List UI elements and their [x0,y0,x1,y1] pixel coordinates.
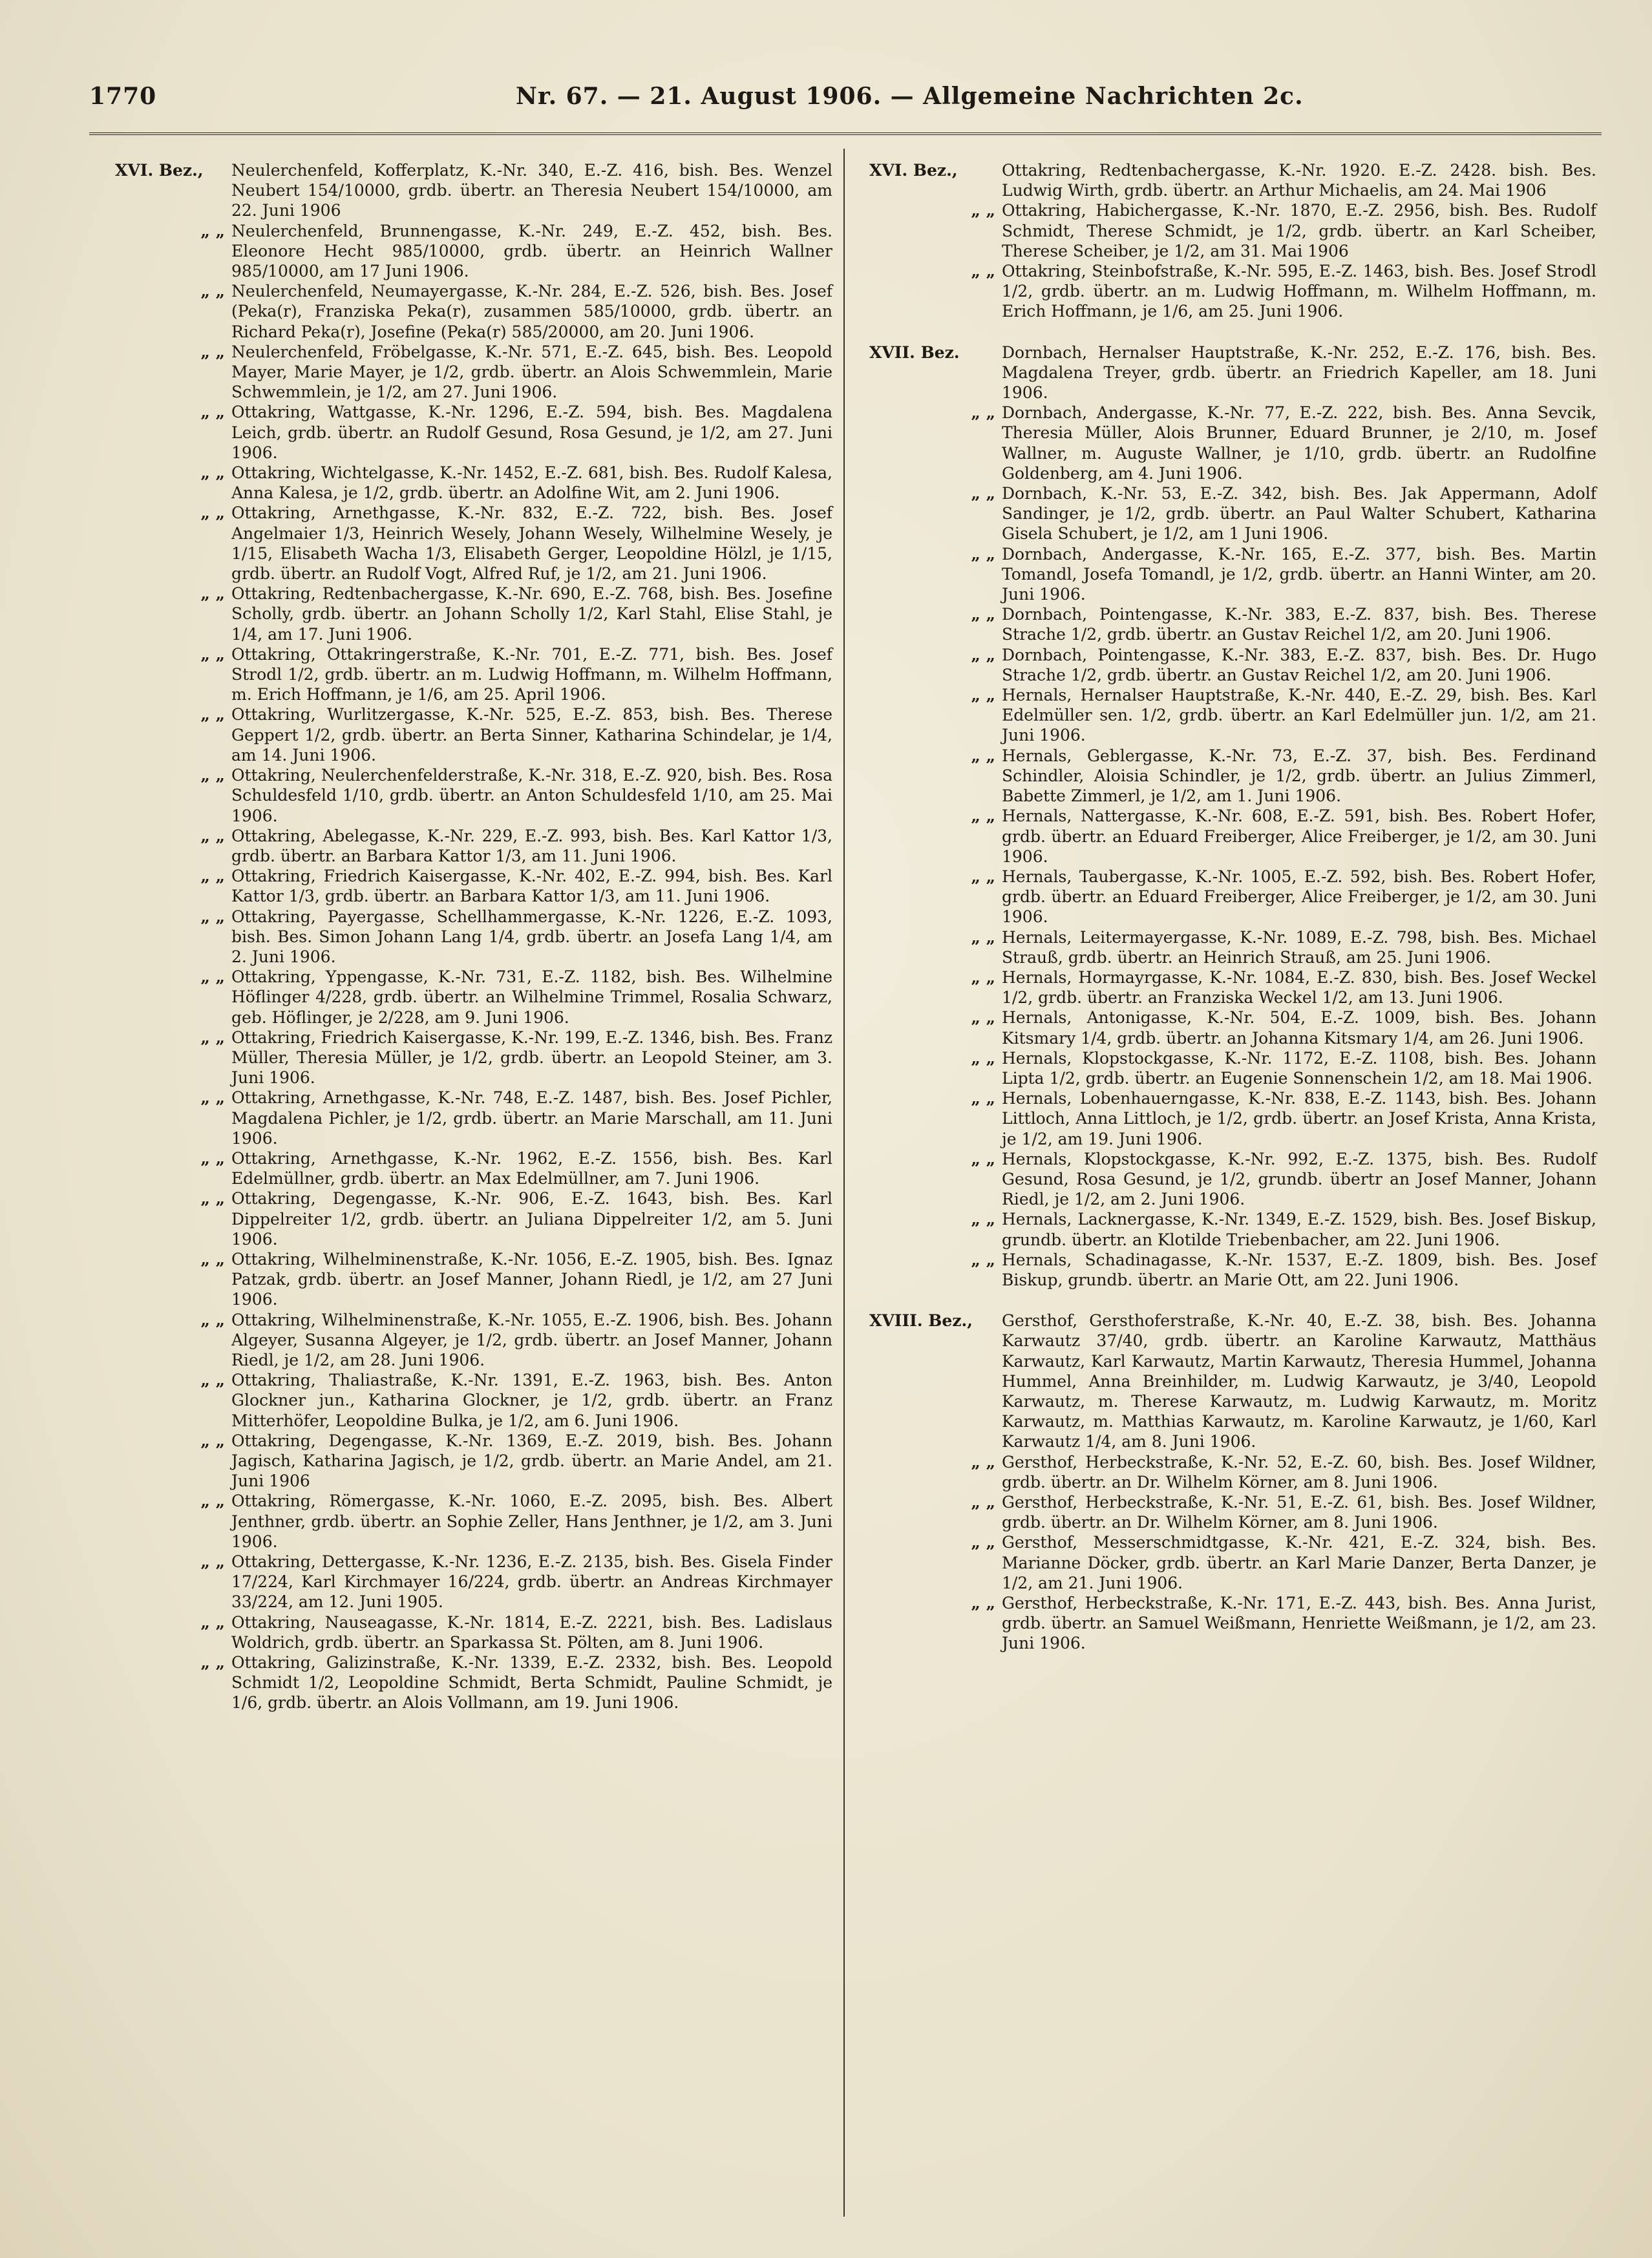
register-entry [115,866,832,906]
entry-text: Ottakring, Galizinstraße, K.-Nr. 1339, E.-Z. 2332, bish. Bes. Leopold Schmidt 1/2, Leopoldine Schmidt, Berta Schmidt, Pauline Schmidt, je 1/6, grdb. übertr. an Alois Vollmann, am 19. Juni 1906. [231,1653,832,1713]
district-label: „ „ [971,605,995,624]
district-label: „ „ [971,686,995,705]
district-label: „ „ [971,867,995,886]
entry-text: Gersthof, Herbeckstraße, K.-Nr. 171, E.-Z. 443, bish. Bes. Anna Jurist, grdb. übertr. an Samuel Weißmann, Henriette Weißmann, je 1/2, am 23. Juni 1906. [1002,1594,1596,1653]
register-entry [869,160,1596,200]
register-entry [115,1310,832,1371]
district-label: „ „ [200,584,225,604]
register-entry [115,1552,832,1612]
district-label: „ „ [200,766,225,785]
register-entry [115,967,832,1028]
district-label: „ „ [971,1493,995,1512]
entry-text: Hernals, Klopstockgasse, K.-Nr. 992, E.-Z. 1375, bish. Bes. Rudolf Gesund, Rosa Gesund, je 1/2, grundb. übertr an Josef Manner, Johann Riedl, je 1/2, am 2. Juni 1906. [1002,1149,1596,1209]
entry-text: Ottakring, Wattgasse, K.-Nr. 1296, E.-Z. 594, bish. Bes. Magdalena Leich, grdb. übertr. an Rudolf Gesund, Rosa Gesund, je 1/2, am 27. Juni 1906. [231,403,832,462]
right-column [869,160,1596,1654]
register-entry [869,343,1596,403]
register-entry [869,261,1596,322]
district-label: XVI. Bez., [869,161,958,180]
entry-text: Dornbach, K.-Nr. 53, E.-Z. 342, bish. Bes. Jak Appermann, Adolf Sandinger, je 1/2, grdb. übertr. an Paul Walter Schubert, Katharina Gisela Schubert, je 1/2, am 1 Juni 1906. [1002,484,1596,543]
entry-text: Neulerchenfeld, Neumayergasse, K.-Nr. 284, E.-Z. 526, bish. Bes. Josef (Peka(r), Franziska Peka(r), zusammen 585/10000, grdb. übertr. an Richard Peka(r), Josefine (Peka(r) 585/20000, am 20. Juni 1906. [231,282,832,341]
register-entry [869,1311,1596,1451]
register-entry [115,402,832,463]
entry-text: Dornbach, Andergasse, K.-Nr. 77, E.-Z. 222, bish. Bes. Anna Sevcik, Theresia Müller, Alois Brunner, Eduard Brunner, je 2/10, m. Josef Wallner, m. Auguste Wallner, je 1/10, grdb. übertr. an Rudolfine Goldenberg, am 4. Juni 1906. [1002,403,1596,483]
entry-text: Ottakring, Wichtelgasse, K.-Nr. 1452, E.-Z. 681, bish. Bes. Rudolf Kalesa, Anna Kalesa, je 1/2, grdb. übertr. an Adolfine Wit, am 2. Juni 1906. [231,463,832,503]
entry-text: Ottakring, Ottakringerstraße, K.-Nr. 701, E.-Z. 771, bish. Bes. Josef Strodl 1/2, grdb. übertr. an m. Ludwig Hoffmann, m. Wilhelm Hoffmann, m. Erich Hoffmann, je 1/6, am 25. April 1906. [231,644,832,704]
district-label: XVI. Bez., [115,161,204,180]
register-entry [869,645,1596,685]
register-entry [115,1431,832,1492]
district-label: XVII. Bez. [869,343,960,362]
district-label: „ „ [200,1431,225,1450]
register-entry [869,403,1596,483]
district-label: „ „ [200,1249,225,1269]
district-label: „ „ [971,544,995,564]
district-label: „ „ [971,967,995,987]
district-label: „ „ [971,201,995,220]
entry-text: Ottakring, Redtenbachergasse, K.-Nr. 1920. E.-Z. 2428. bish. Bes. Ludwig Wirth, grdb. übertr. an Arthur Michaelis, am 24. Mai 1906 [1002,161,1596,200]
entry-text: Ottakring, Habichergasse, K.-Nr. 1870, E.-Z. 2956, bish. Bes. Rudolf Schmidt, Therese Schmidt, je 1/2, grdb. übertr. an Karl Scheiber, Therese Scheiber, je 1/2, am 31. Mai 1906 [1002,201,1596,260]
register-entry [115,584,832,644]
entry-text: Ottakring, Degengasse, K.-Nr. 1369, E.-Z. 2019, bish. Bes. Johann Jagisch, Katharina Jagisch, je 1/2, grdb. übertr. an Marie Andel, am 21. Juni 1906 [231,1431,832,1491]
register-entry [869,544,1596,605]
district-label: „ „ [200,1371,225,1390]
district-label: „ „ [200,907,225,926]
district-label: „ „ [200,503,225,523]
district-label: „ „ [200,1653,225,1672]
entry-text: Neulerchenfeld, Kofferplatz, K.-Nr. 340, E.-Z. 416, bish. Bes. Wenzel Neubert 154/10000, grdb. übertr. an Theresia Neubert 154/10000, am 22. Juni 1906 [231,161,832,220]
district-label: „ „ [971,1594,995,1613]
register-entry [115,221,832,282]
district-label: „ „ [200,342,225,361]
register-entry [115,1370,832,1431]
register-entry [115,1491,832,1552]
register-entry [869,685,1596,746]
entry-text: Ottakring, Steinbofstraße, K.-Nr. 595, E.-Z. 1463, bish. Bes. Josef Strodl 1/2, grdb. übertr. an m. Ludwig Hoffmann, m. Wilhelm Hoffmann, m. Erich Hoffmann, je 1/6, am 25. Juni 1906. [1002,262,1596,321]
page-header [89,83,1602,121]
district-label: „ „ [200,867,225,886]
register-entry [115,1088,832,1148]
entry-text: Hernals, Schadinagasse, K.-Nr. 1537, E.-Z. 1809, bish. Bes. Josef Biskup, grundb. übertr. an Marie Ott, am 22. Juni 1906. [1002,1250,1596,1289]
entry-text: Ottakring, Arnethgasse, K.-Nr. 832, E.-Z. 722, bish. Bes. Josef Angelmaier 1/3, Heinrich Wesely, Johann Wesely, Wilhelmine Wesely, je 1/15, Elisabeth Wacha 1/3, Elisabeth Gerger, Leopoldine Hölzl, je 1/15, grdb. übertr. an Rudolf Vogt, Alfred Ruf, je 1/2, am 21. Juni 1906. [231,503,832,584]
entry-text: Hernals, Leitermayergasse, K.-Nr. 1089, E.-Z. 798, bish. Bes. Michael Strauß, grdb. übertr. an Heinrich Strauß, am 25. Juni 1906. [1002,927,1596,967]
page-number: 1770 [89,83,157,110]
district-label: „ „ [200,1310,225,1329]
register-entry [869,1209,1596,1249]
entry-text: Gersthof, Gersthoferstraße, K.-Nr. 40, E.-Z. 38, bish. Bes. Johanna Karwautz 37/40, grdb. übertr. an Karoline Karwautz, Matthäus Karwautz, Karl Karwautz, Martin Karwautz, Theresia Hummel, Johanna Hummel, Anna Breinhilder, m. Ludwig Karwautz, je 3/40, Leopold Karwautz, m. Therese Karwautz, m. Ludwig Karwautz, m. Moritz Karwautz, m. Matthias Karwautz, m. Karoline Karwautz, je 1/60, Karl Karwautz 1/4, am 8. Juni 1906. [1002,1311,1596,1451]
entry-text: Gersthof, Messerschmidtgasse, K.-Nr. 421, E.-Z. 324, bish. Bes. Marianne Döcker, grdb. übertr. an Karl Marie Danzer, Berta Danzer, je 1/2, am 21. Juni 1906. [1002,1533,1596,1592]
entry-text: Hernals, Lobenhauerngasse, K.-Nr. 838, E.-Z. 1143, bish. Bes. Johann Littloch, Anna Littloch, je 1/2, grdb. übertr. an Josef Krista, Anna Krista, je 1/2, am 19. Juni 1906. [1002,1089,1596,1148]
register-entry [869,1149,1596,1210]
district-label: „ „ [200,1552,225,1572]
district-label: „ „ [200,1088,225,1108]
register-entry [115,1148,832,1188]
district-label: „ „ [200,1189,225,1208]
register-entry [869,967,1596,1008]
entry-text: Neulerchenfeld, Brunnengasse, K.-Nr. 249, E.-Z. 452, bish. Bes. Eleonore Hecht 985/10000, grdb. übertr. an Heinrich Wallner 985/10000, am 17 Juni 1906. [231,221,832,281]
register-entry [115,1249,832,1310]
register-entry [869,867,1596,927]
entry-text: Ottakring, Nauseagasse, K.-Nr. 1814, E.-Z. 2221, bish. Bes. Ladislaus Woldrich, grdb. übertr. an Sparkassa St. Pölten, am 8. Juni 1906. [231,1612,832,1652]
entry-text: Dornbach, Pointengasse, K.-Nr. 383, E.-Z. 837, bish. Bes. Dr. Hugo Strache 1/2, grdb. übertr. an Gustav Reichel 1/2, am 20. Juni 1906. [1002,645,1596,684]
entry-text: Dornbach, Andergasse, K.-Nr. 165, E.-Z. 377, bish. Bes. Martin Tomandl, Josefa Tomandl, je 1/2, grdb. übertr. an Hanni Winter, am 20. Juni 1906. [1002,544,1596,604]
district-label: „ „ [971,262,995,281]
register-entry [115,644,832,705]
entry-text: Neulerchenfeld, Fröbelgasse, K.-Nr. 571, E.-Z. 645, bish. Bes. Leopold Mayer, Marie Mayer, je 1/2, grdb. übertr. an Alois Schwemmlein, Marie Schwemmlein, je 1/2, am 27. Juni 1906. [231,342,832,402]
register-entry [115,463,832,503]
district-label: „ „ [200,826,225,845]
register-entry [115,281,832,342]
register-entry [115,1188,832,1249]
district-label: „ „ [200,463,225,483]
register-entry [869,806,1596,867]
district-label: „ „ [200,705,225,724]
district-label: „ „ [971,1008,995,1028]
register-entry [115,503,832,584]
district-label: „ „ [200,1612,225,1632]
district-label: „ „ [200,403,225,422]
entry-text: Hernals, Lacknergasse, K.-Nr. 1349, E.-Z. 1529, bish. Bes. Josef Biskup, grundb. übertr. an Klotilde Triebenbacher, am 22. Juni 1906. [1002,1210,1596,1249]
district-label: „ „ [971,1048,995,1068]
register-entry [869,1532,1596,1593]
register-entry [115,765,832,826]
district-label: „ „ [971,403,995,423]
register-entry [115,1612,832,1652]
district-label: „ „ [200,221,225,240]
register-entry [869,1008,1596,1048]
entry-text: Hernals, Antonigasse, K.-Nr. 504, E.-Z. 1009, bish. Bes. Johann Kitsmary 1/4, grdb. übertr. an Johanna Kitsmary 1/4, am 26. Juni 1906. [1002,1008,1596,1048]
district-label: „ „ [200,644,225,664]
register-entry [115,160,832,221]
district-label: XVIII. Bez., [869,1311,973,1331]
district-label: „ „ [971,927,995,947]
entry-text: Ottakring, Abelegasse, K.-Nr. 229, E.-Z. 993, bish. Bes. Karl Kattor 1/3, grdb. übertr. an Barbara Kattor 1/3, am 11. Juni 1906. [231,826,832,865]
entry-text: Dornbach, Hernalser Hauptstraße, K.-Nr. 252, E.-Z. 176, bish. Bes. Magdalena Treyer, grdb. übertr. an Friedrich Kapeller, am 18. Juni 1906. [1002,343,1596,403]
register-entry [115,907,832,967]
register-entry [115,704,832,765]
register-entry [115,826,832,866]
district-label: „ „ [971,807,995,826]
entry-text: Ottakring, Arnethgasse, K.-Nr. 748, E.-Z. 1487, bish. Bes. Josef Pichler, Magdalena Pichler, je 1/2, grdb. übertr. an Marie Marschall, am 11. Juni 1906. [231,1088,832,1148]
entry-text: Hernals, Taubergasse, K.-Nr. 1005, E.-Z. 592, bish. Bes. Robert Hofer, grdb. übertr. an Eduard Freiberger, Alice Freiberger, je 1/2, am 30. Juni 1906. [1002,867,1596,927]
district-label: „ „ [971,484,995,503]
district-label: „ „ [971,1452,995,1472]
district-label: „ „ [971,746,995,765]
register-entry [869,1088,1596,1149]
district-label: „ „ [200,1492,225,1511]
entry-text: Dornbach, Pointengasse, K.-Nr. 383, E.-Z. 837, bish. Bes. Therese Strache 1/2, grdb. übertr. an Gustav Reichel 1/2, am 20. Juni 1906. [1002,605,1596,644]
register-entry [869,746,1596,807]
district-label: „ „ [971,1250,995,1269]
entry-text: Ottakring, Arnethgasse, K.-Nr. 1962, E.-Z. 1556, bish. Bes. Karl Edelmüllner, grdb. übertr. an Max Edelmüllner, am 7. Juni 1906. [231,1148,832,1188]
register-entry [115,1652,832,1713]
district-label: „ „ [200,282,225,301]
register-entry [869,1250,1596,1290]
register-entry [869,927,1596,967]
entry-text: Hernals, Hernalser Hauptstraße, K.-Nr. 440, E.-Z. 29, bish. Bes. Karl Edelmüller sen. 1/2, grdb. übertr. an Karl Edelmüller jun. 1/2, am 21. Juni 1906. [1002,686,1596,745]
entry-text: Hernals, Geblergasse, K.-Nr. 73, E.-Z. 37, bish. Bes. Ferdinand Schindler, Aloisia Schindler, je 1/2, grdb. übertr. an Julius Zimmerl, Babette Zimmerl, je 1/2, am 1. Juni 1906. [1002,746,1596,806]
entry-text: Ottakring, Yppengasse, K.-Nr. 731, E.-Z. 1182, bish. Bes. Wilhelmine Höflinger 4/228, grdb. übertr. an Wilhelmine Trimmel, Rosalia Schwarz, geb. Höflinger, je 2/228, am 9. Juni 1906. [231,967,832,1027]
column-divider [843,149,845,2217]
left-column [115,160,832,1713]
running-head: Nr. 67. — 21. August 1906. — Allgemeine Nachrichten 2c. [516,83,1304,110]
district-label: „ „ [971,645,995,664]
entry-text: Ottakring, Thaliastraße, K.-Nr. 1391, E.-Z. 1963, bish. Bes. Anton Glockner jun., Katharina Glockner, je 1/2, grdb. übertr. an Franz Mitterhöfer, Leopoldine Bulka, je 1/2, am 6. Juni 1906. [231,1371,832,1430]
entry-text: Ottakring, Wilhelminenstraße, K.-Nr. 1056, E.-Z. 1905, bish. Bes. Ignaz Patzak, grdb. übertr. an Josef Manner, Johann Riedl, je 1/2, am 27 Juni 1906. [231,1249,832,1309]
register-entry [869,483,1596,544]
entry-text: Ottakring, Degengasse, K.-Nr. 906, E.-Z. 1643, bish. Bes. Karl Dippelreiter 1/2, grdb. übertr. an Juliana Dippelreiter 1/2, am 5. Juni 1906. [231,1189,832,1249]
register-entry [869,200,1596,261]
entry-text: Hernals, Hormayrgasse, K.-Nr. 1084, E.-Z. 830, bish. Bes. Josef Weckel 1/2, grdb. übertr. an Franziska Weckel 1/2, am 13. Juni 1906. [1002,967,1596,1008]
entry-text: Ottakring, Redtenbachergasse, K.-Nr. 690, E.-Z. 768, bish. Bes. Josefine Scholly, grdb. übertr. an Johann Scholly 1/2, Karl Stahl, Elise Stahl, je 1/4, am 17. Juni 1906. [231,584,832,644]
register-entry [869,1452,1596,1492]
entry-text: Ottakring, Payergasse, Schellhammergasse, K.-Nr. 1226, E.-Z. 1093, bish. Bes. Simon Johann Lang 1/4, grdb. übertr. an Josefa Lang 1/4, am 2. Juni 1906. [231,907,832,966]
entry-text: Gersthof, Herbeckstraße, K.-Nr. 51, E.-Z. 61, bish. Bes. Josef Wildner, grdb. übertr. an Dr. Wilhelm Körner, am 8. Juni 1906. [1002,1493,1596,1532]
register-entry [869,1593,1596,1654]
register-entry [869,1048,1596,1088]
entry-text: Ottakring, Friedrich Kaisergasse, K.-Nr. 402, E.-Z. 994, bish. Bes. Karl Kattor 1/3, grdb. übertr. an Barbara Kattor 1/3, am 11. Juni 1906. [231,867,832,906]
entry-text: Ottakring, Wurlitzergasse, K.-Nr. 525, E.-Z. 853, bish. Bes. Therese Geppert 1/2, grdb. übertr. an Berta Sinner, Katharina Schindelar, je 1/4, am 14. Juni 1906. [231,705,832,765]
entry-text: Ottakring, Wilhelminenstraße, K.-Nr. 1055, E.-Z. 1906, bish. Bes. Johann Algeyer, Susanna Algeyer, je 1/2, grdb. übertr. an Josef Manner, Johann Riedl, je 1/2, am 28. Juni 1906. [231,1310,832,1369]
entry-text: Ottakring, Römergasse, K.-Nr. 1060, E.-Z. 2095, bish. Bes. Albert Jenthner, grdb. übertr. an Sophie Zeller, Hans Jenthner, je 1/2, am 3. Juni 1906. [231,1492,832,1551]
register-entry [115,342,832,403]
district-label: „ „ [971,1149,995,1168]
entry-text: Hernals, Nattergasse, K.-Nr. 608, E.-Z. 591, bish. Bes. Robert Hofer, grdb. übertr. an Eduard Freiberger, Alice Freiberger, je 1/2, am 30. Juni 1906. [1002,807,1596,866]
entry-text: Gersthof, Herbeckstraße, K.-Nr. 52, E.-Z. 60, bish. Bes. Josef Wildner, grdb. übertr. an Dr. Wilhelm Körner, am 8. Juni 1906. [1002,1452,1596,1492]
entry-text: Ottakring, Friedrich Kaisergasse, K.-Nr. 199, E.-Z. 1346, bish. Bes. Franz Müller, Theresia Müller, je 1/2, grdb. übertr. an Leopold Steiner, am 3. Juni 1906. [231,1028,832,1088]
register-entry [115,1028,832,1088]
header-rule [89,132,1602,135]
district-label: „ „ [971,1089,995,1108]
entry-text: Ottakring, Neulerchenfelderstraße, K.-Nr. 318, E.-Z. 920, bish. Bes. Rosa Schuldesfeld 1/10, grdb. übertr. an Anton Schuldesfeld 1/10, am 25. Mai 1906. [231,766,832,825]
register-entry [869,1492,1596,1532]
district-label: „ „ [971,1210,995,1229]
entry-text: Hernals, Klopstockgasse, K.-Nr. 1172, E.-Z. 1108, bish. Bes. Johann Lipta 1/2, grdb. übertr. an Eugenie Sonnenschein 1/2, am 18. Mai 1906. [1002,1048,1596,1088]
district-label: „ „ [200,1028,225,1047]
entry-text: Ottakring, Dettergasse, K.-Nr. 1236, E.-Z. 2135, bish. Bes. Gisela Finder 17/224, Karl Kirchmayer 16/224, grdb. übertr. an Andreas Kirchmayer 33/224, am 12. Juni 1905. [231,1552,832,1612]
district-label: „ „ [971,1533,995,1552]
district-label: „ „ [200,1148,225,1168]
register-entry [869,604,1596,644]
district-label: „ „ [200,967,225,987]
